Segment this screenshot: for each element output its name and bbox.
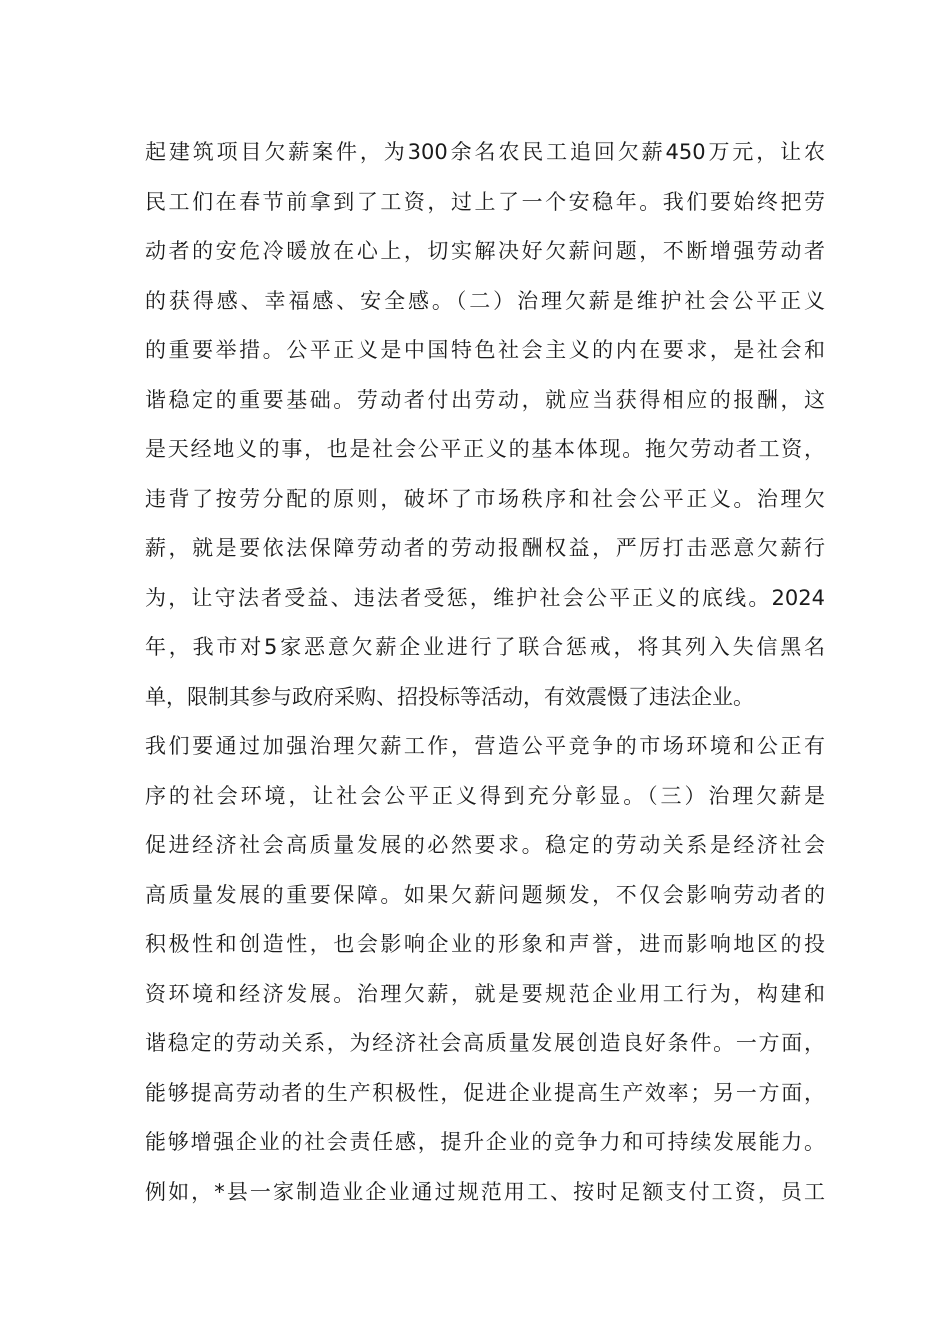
text-line: 的获得感、幸福感、安全感。（二）治理欠薪是维护社会公平正义 xyxy=(145,288,825,313)
text-line: 例如，*县一家制造业企业通过规范用工、按时足额支付工资，员工 xyxy=(145,1179,825,1204)
text-line: 积极性和创造性，也会影响企业的形象和声誉，进而影响地区的投 xyxy=(145,932,825,956)
text-line: 是天经地义的事，也是社会公平正义的基本体现。拖欠劳动者工资， xyxy=(145,437,825,461)
text-line: 序的社会环境，让社会公平正义得到充分彰显。（三）治理欠薪是 xyxy=(145,783,825,808)
text-line: 高质量发展的重要保障。如果欠薪问题频发，不仅会影响劳动者的 xyxy=(145,882,825,907)
text-line: 单，限制其参与政府采购、招投标等活动，有效震慑了违法企业。 xyxy=(145,684,754,709)
text-line: 谐稳定的劳动关系，为经济社会高质量发展创造良好条件。一方面， xyxy=(145,1031,825,1055)
text-line: 民工们在春节前拿到了工资，过上了一个安稳年。我们要始终把劳 xyxy=(145,189,825,214)
body-text xyxy=(145,128,825,1217)
text-line: 年，我市对5家恶意欠薪企业进行了联合惩戒，将其列入失信黑名 xyxy=(145,635,825,659)
text-line: 我们要通过加强治理欠薪工作，营造公平竞争的市场环境和公正有 xyxy=(145,734,825,758)
text-line: 违背了按劳分配的原则，破坏了市场秩序和社会公平正义。治理欠 xyxy=(145,486,825,511)
text-line: 起建筑项目欠薪案件，为300余名农民工追回欠薪450万元，让农 xyxy=(145,140,825,164)
text-line: 为，让守法者受益、违法者受惩，维护社会公平正义的底线。2024 xyxy=(145,585,825,610)
text-line: 动者的安危冷暖放在心上，切实解决好欠薪问题，不断增强劳动者 xyxy=(145,239,825,263)
text-line: 的重要举措。公平正义是中国特色社会主义的内在要求，是社会和 xyxy=(145,338,825,362)
text-line: 薪，就是要依法保障劳动者的劳动报酬权益，严厉打击恶意欠薪行 xyxy=(145,536,825,560)
text-line: 谐稳定的重要基础。劳动者付出劳动，就应当获得相应的报酬，这 xyxy=(145,387,825,412)
text-line: 促进经济社会高质量发展的必然要求。稳定的劳动关系是经济社会 xyxy=(145,833,825,857)
text-line: 资环境和经济发展。治理欠薪，就是要规范企业用工行为，构建和 xyxy=(145,981,825,1006)
text-line: 能够增强企业的社会责任感，提升企业的竞争力和可持续发展能力。 xyxy=(145,1130,825,1154)
text-line: 能够提高劳动者的生产积极性，促进企业提高生产效率；另一方面， xyxy=(145,1080,825,1105)
